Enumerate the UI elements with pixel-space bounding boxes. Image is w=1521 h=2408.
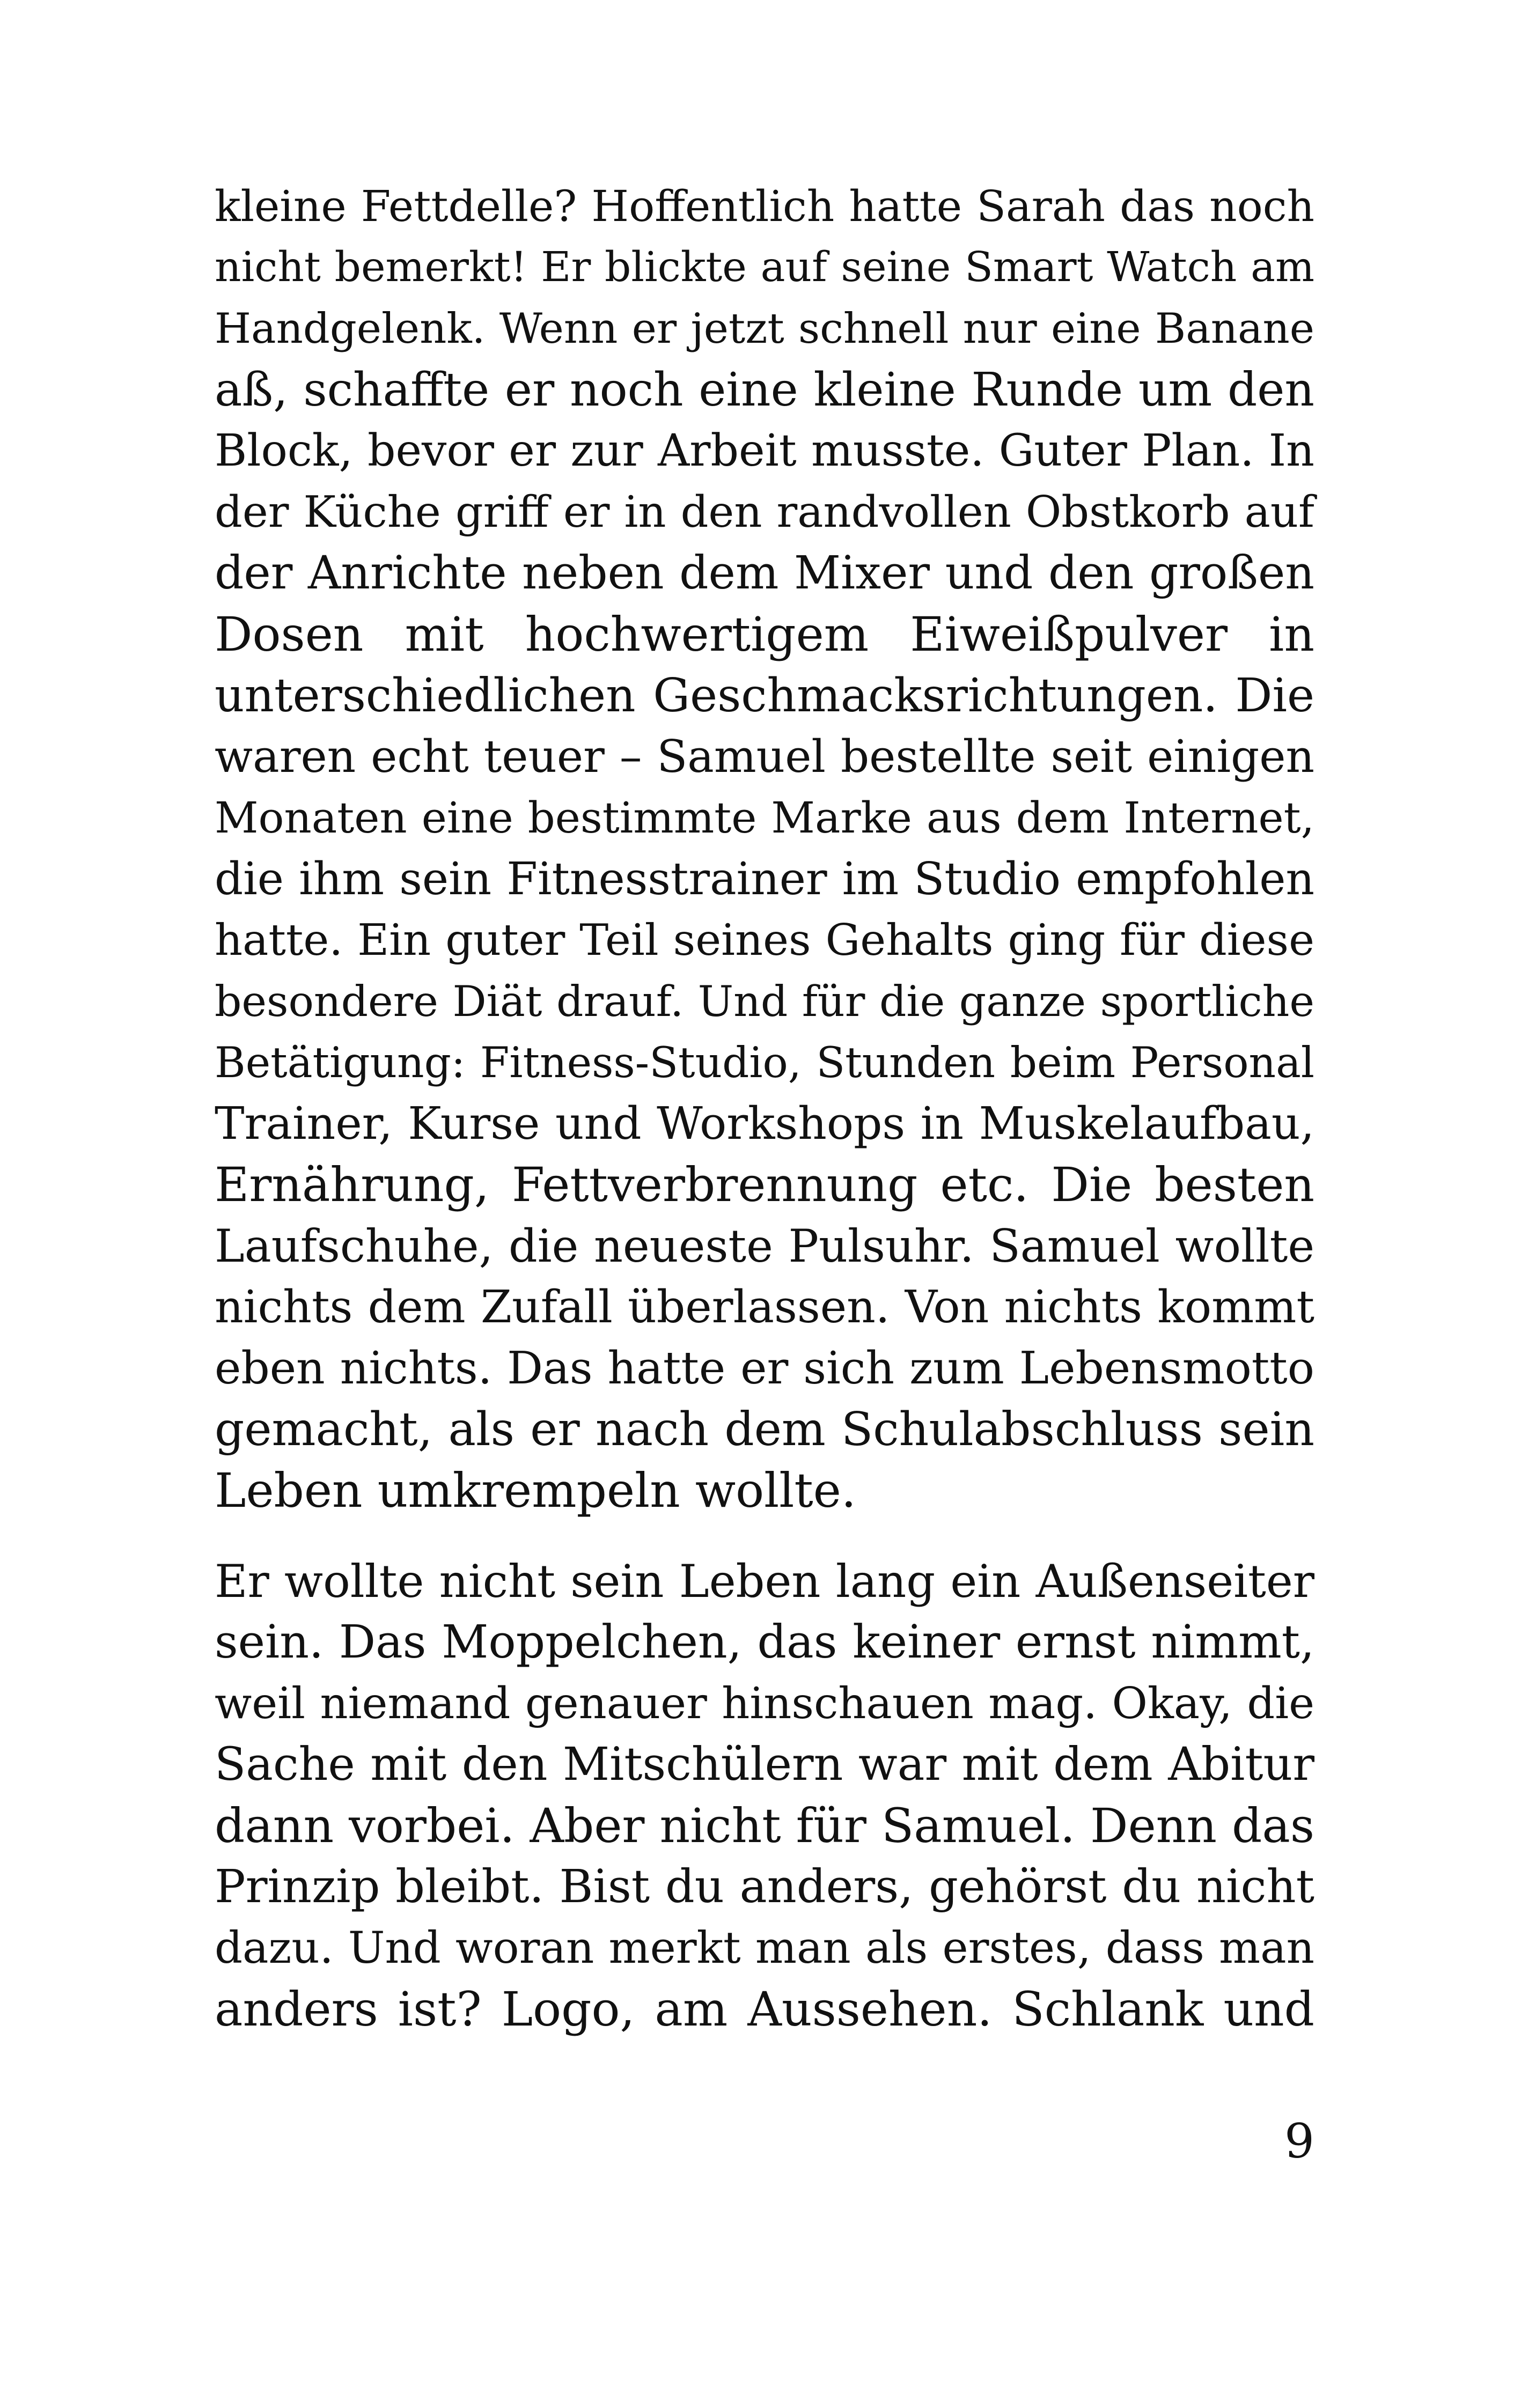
text-line: Monaten eine bestimmte Marke aus dem Internet, xyxy=(215,793,1314,843)
text-line: Trainer, Kurse und Workshops in Muskelaufbau, xyxy=(215,1098,1314,1150)
text-line: nichts dem Zufall überlassen. Von nichts kommt xyxy=(215,1281,1314,1333)
text-line: Ernährung, Fettverbrennung etc. Die besten xyxy=(215,1157,1314,1212)
text-line: dazu. Und woran merkt man als erstes, dass man xyxy=(215,1923,1314,1973)
text-line: eben nichts. Das hatte er sich zum Lebensmotto xyxy=(215,1342,1314,1394)
text-line: der Küche griff er in den randvollen Obstkorb auf xyxy=(215,487,1314,537)
text-line: weil niemand genauer hinschauen mag. Okay, die xyxy=(215,1678,1314,1729)
text-line: Laufschuhe, die neueste Pulsuhr. Samuel wollte xyxy=(215,1220,1314,1272)
paragraph-spacer xyxy=(215,1521,1314,1551)
text-line: kleine Fettdelle? Hoffentlich hatte Sarah das noch xyxy=(215,181,1314,231)
text-line: Betätigung: Fitness-Studio, Stunden beim Personal xyxy=(215,1038,1314,1087)
text-line: hatte. Ein guter Teil seines Gehalts ging für diese xyxy=(215,915,1314,966)
body-text xyxy=(215,176,1314,2040)
text-line: Block, bevor er zur Arbeit musste. Guter Plan. In xyxy=(215,425,1314,476)
text-line: waren echt teuer – Samuel bestellte seit einigen xyxy=(215,731,1314,783)
text-line: die ihm sein Fitnesstrainer im Studio empfohlen xyxy=(215,853,1314,905)
text-line: aß, schaffte er noch eine kleine Runde um den xyxy=(215,363,1314,417)
text-line: dann vorbei. Aber nicht für Samuel. Denn das xyxy=(215,1798,1314,1853)
text-line: Prinzip bleibt. Bist du anders, gehörst du nicht xyxy=(215,1860,1314,1913)
text-line: Leben umkrempeln wollte. xyxy=(215,1463,856,1518)
text-line: nicht bemerkt! Er blickte auf seine Smart Watch am xyxy=(215,244,1314,291)
text-line: anders ist? Logo, am Aussehen. Schlank und xyxy=(215,1982,1314,2037)
text-line: Sache mit den Mitschülern war mit dem Abitur xyxy=(215,1738,1314,1791)
paragraph-2 xyxy=(215,1551,1314,2040)
text-line: gemacht, als er nach dem Schulabschluss sein xyxy=(215,1403,1314,1456)
text-line: Handgelenk. Wenn er jetzt schnell nur eine Banane xyxy=(215,305,1314,353)
text-line: Dosen mit hochwertigem Eiweißpulver in xyxy=(215,607,1314,662)
text-line: besondere Diät drauf. Und für die ganze sportliche xyxy=(215,977,1314,1026)
page-number: 9 xyxy=(1284,2114,1314,2169)
paragraph-1 xyxy=(215,176,1314,1521)
text-line: der Anrichte neben dem Mixer und den großen xyxy=(215,547,1314,600)
text-line: sein. Das Moppelchen, das keiner ernst nimmt, xyxy=(215,1616,1314,1669)
text-line: Er wollte nicht sein Leben lang ein Außenseiter xyxy=(215,1555,1314,1608)
text-line: unterschiedlichen Geschmacksrichtungen. Die xyxy=(215,669,1314,723)
